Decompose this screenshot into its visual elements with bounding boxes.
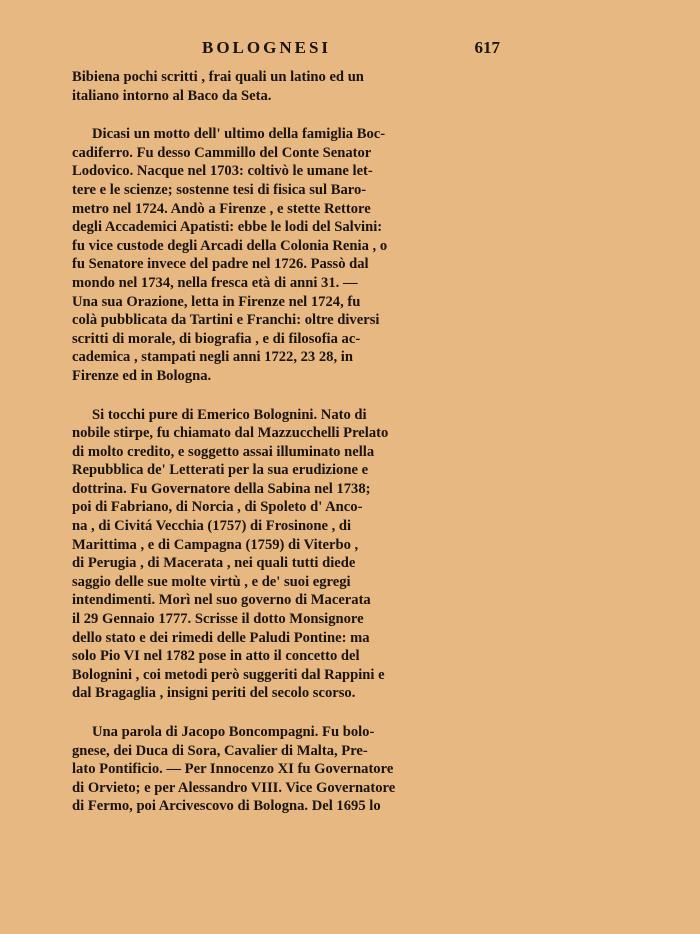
page-number: 617 [474,38,500,57]
paragraph-boncompagni [72,723,504,816]
paragraph-boccadiferro [72,125,504,385]
text-line: Bibiena pochi scritti , frai quali un latino ed un [72,69,364,85]
running-head: BOLOGNESI [202,38,332,57]
text-line: tere e le scienze; sostenne tesi di fisica sul Baro- [72,181,367,198]
text-line: mondo nel 1734, nella fresca età di anni 31. — [72,274,358,291]
text-line: dal Bragaglia , insigni periti del secolo scorso. [72,685,356,702]
text-line: di molto credito, e soggetto assai illuminato nella [72,443,375,460]
text-line: Lodovico. Nacque nel 1703: coltivò le umane let- [72,163,373,180]
text-line: Una parola di Jacopo Boncompagni. Fu bolo- [92,724,375,740]
paragraph-continuation [72,68,504,105]
text-line: fu vice custode degli Arcadi della Colonia Renia , o [72,237,388,254]
text-line: cadiferro. Fu desso Cammillo del Conte Senator [72,144,372,161]
text-line: italiano intorno al Baco da Seta. [72,87,272,104]
text-line: Marittima , e di Campagna (1759) di Viterbo , [72,536,359,553]
text-line: di Perugia , di Macerata , nei quali tutti diede [72,555,356,572]
text-line: intendimenti. Morì nel suo governo di Macerata [72,592,371,609]
text-line: cademica , stampati negli anni 1722, 23 28, in [72,349,353,366]
text-line: saggio delle sue molte virtù , e de' suoi egregi [72,573,351,590]
text-line: fu Senatore invece del padre nel 1726. Passò dal [72,256,369,273]
text-line: Repubblica de' Letterati per la sua erudizione e [72,462,369,479]
text-line: colà pubblicata da Tartini e Franchi: oltre diversi [72,312,380,329]
text-line: Bolognini , coi metodi però suggeriti dal Rappini e [72,666,385,683]
text-line: Si tocchi pure di Emerico Bolognini. Nato di [92,406,367,423]
text-line: dello stato e dei rimedi delle Paludi Pontine: ma [72,629,370,646]
text-line: nobile stirpe, fu chiamato dal Mazzucchelli Prelato [72,425,389,442]
text-line: di Fermo, poi Arcivescovo di Bologna. Del 1695 lo [72,798,381,815]
text-line: poi di Fabriano, di Norcia , di Spoleto d' Anco- [72,499,363,516]
paragraph-bolognini [72,406,504,704]
text-line: di Orvieto; e per Alessandro VIII. Vice Governatore [72,779,396,796]
text-line: dottrina. Fu Governatore della Sabina nel 1738; [72,480,371,497]
text-line: Firenze ed in Bologna. [72,367,212,384]
body-text [72,68,504,816]
text-line: Una sua Orazione, letta in Firenze nel 1724, fu [72,293,361,310]
text-line: scritti di morale, di biografia , e di filosofia ac- [72,330,361,347]
text-line: lato Pontificio. — Per Innocenzo XI fu Governatore [72,761,394,778]
text-line: metro nel 1724. Andò a Firenze , e stette Rettore [72,200,371,217]
text-line: degli Accademici Apatisti: ebbe le lodi del Salvini: [72,219,383,236]
text-line: solo Pio VI nel 1782 pose in atto il concetto del [72,648,360,665]
book-page [72,38,504,816]
text-line: Dicasi un motto dell' ultimo della famiglia Boc- [92,126,386,143]
text-line: gnese, dei Duca di Sora, Cavalier di Malta, Pre- [72,742,368,759]
text-line: na , di Civitá Vecchia (1757) di Frosinone , di [72,518,352,535]
text-line: il 29 Gennaio 1777. Scrisse il dotto Monsignore [72,611,364,628]
page-header [72,38,504,64]
